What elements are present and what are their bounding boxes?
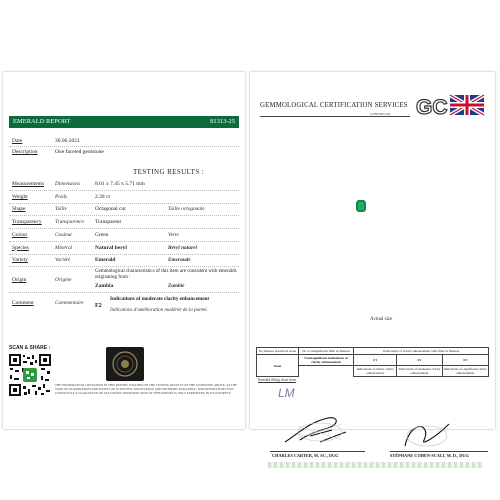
svg-text:GC: GC bbox=[416, 96, 448, 118]
signature-carter bbox=[280, 412, 350, 450]
field-fr-label: Dimensions bbox=[55, 181, 81, 187]
field-label: Weight bbox=[12, 193, 28, 200]
origin-fr-value: Zambie bbox=[168, 283, 185, 289]
divider bbox=[9, 241, 239, 242]
chart-f1-desc: Indications of minor clarity enhancement bbox=[354, 366, 397, 377]
description-value: One faceted gemstone bbox=[55, 149, 104, 155]
field-label: Measurements bbox=[12, 181, 45, 187]
field-label: Transparency bbox=[12, 219, 42, 226]
filling-chart-caption: Emerald filling chart from bbox=[258, 378, 296, 382]
chart-header-enhancement: Indications of clarity enhancement with filler in fissures bbox=[354, 348, 489, 355]
lmhc-logo bbox=[277, 384, 299, 400]
origin-text: Gemmological characteristics of this item are consistent with emeralds originating from : bbox=[95, 269, 237, 280]
field-value: Green bbox=[95, 231, 109, 238]
chart-f3-desc: Indications of significant clarity enhancement bbox=[443, 367, 488, 375]
report-number: 81313-25 bbox=[210, 118, 235, 125]
origin-fr-label: Origine bbox=[55, 277, 72, 283]
date-label: Date bbox=[12, 138, 23, 144]
chart-header-no-fissures: No fissures present in stone bbox=[257, 348, 299, 355]
emerald-report-page bbox=[3, 72, 245, 429]
scan-label: SCAN & SHARE : bbox=[9, 345, 51, 351]
field-fr-value: Emeraude bbox=[168, 257, 191, 264]
union-flag-icon bbox=[450, 95, 484, 115]
field-label: Species bbox=[12, 244, 29, 251]
disclaimer-text: THE INFORMATION CONTAINED IN THIS REPORT IS BASED ON THE TESTING RESULTS OF THE GEMSTONE ABOVE, AT THE TIME OF EXAMINATION AND BASED ON SCIENTIFIC KNOWLEDGE AND METHODS AVAILABLE. THIS REPORT DOES NOT CONSTITUTE A GUARANTEE OR VALUATION. REPRODUCTION OF THIS REPORT IS ONLY PERMITTED IN ITS ENTIRETY. bbox=[55, 383, 238, 395]
qr-code[interactable] bbox=[8, 353, 52, 397]
signatory-1: CHARLES CARTER, M. SC., DUG bbox=[272, 453, 339, 458]
divider bbox=[9, 228, 239, 229]
comment-code: F2 bbox=[95, 303, 102, 309]
header-rule bbox=[260, 116, 410, 117]
chart-f2-desc: Indications of moderate clarity enhancement bbox=[398, 367, 441, 375]
field-fr-label: Variété bbox=[55, 257, 71, 264]
footer-fine-print bbox=[268, 462, 483, 468]
date-value: 30.06.2021 bbox=[55, 138, 80, 144]
field-fr-label: Minéral bbox=[55, 244, 73, 251]
signatory-2: STÉPHANE COHEN-SCALI, M. D., DUG bbox=[390, 453, 469, 458]
signature-line bbox=[270, 451, 365, 452]
report-banner bbox=[9, 116, 239, 128]
origin-label: Origin bbox=[12, 277, 27, 283]
clarity-enhancement-chart bbox=[256, 347, 489, 377]
field-label: Colour bbox=[12, 231, 28, 238]
field-fr-label: Taille bbox=[55, 206, 67, 213]
divider bbox=[9, 292, 239, 293]
divider bbox=[9, 203, 239, 204]
chart-f1: F1 bbox=[354, 355, 397, 366]
divider bbox=[9, 215, 239, 216]
description-label: Description bbox=[12, 149, 38, 155]
field-fr-value: Taille octogonale bbox=[168, 206, 205, 213]
field-fr-label: Couleur bbox=[55, 231, 73, 238]
comment-fr-label: Commentaire bbox=[55, 300, 84, 306]
emerald-image bbox=[356, 200, 366, 212]
chart-f3: F3 bbox=[442, 355, 488, 366]
field-fr-label: Transparence bbox=[55, 219, 84, 226]
testing-results-heading: TESTING RESULTS : bbox=[133, 168, 205, 176]
comment-label: Comment bbox=[12, 300, 34, 306]
chart-f2: F2 bbox=[397, 355, 442, 366]
comment-en: Indications of moderate clarity enhancement bbox=[110, 296, 210, 302]
header-title: GEMMOLOGICAL CERTIFICATION SERVICES bbox=[260, 102, 408, 109]
field-value: Transparent bbox=[95, 219, 122, 226]
field-label: Variety bbox=[12, 257, 28, 264]
signature-cohen-scali bbox=[395, 418, 455, 452]
header-location: LONDON UK bbox=[370, 112, 391, 116]
field-value: 8.01 x 7.45 x 5.71 mm bbox=[95, 181, 145, 187]
chart-none: None bbox=[257, 355, 299, 377]
comment-fr-text: Indications d'amélioration modérée de la pureté. bbox=[110, 308, 208, 313]
report-title: EMERALD REPORT bbox=[13, 118, 71, 125]
field-value: Natural beryl bbox=[95, 244, 127, 251]
seal-icon bbox=[106, 347, 144, 381]
actual-size-label: Actual size bbox=[370, 317, 393, 322]
field-fr-value: Béryl naturel bbox=[168, 244, 197, 251]
field-value: Emerald bbox=[95, 257, 116, 264]
field-label: Shape bbox=[12, 206, 26, 213]
field-fr-value: Verte bbox=[168, 231, 179, 238]
svg-text:LM: LM bbox=[278, 386, 295, 400]
divider bbox=[9, 190, 239, 191]
divider bbox=[9, 254, 239, 255]
chart-no-indications: No/insignificant indications of clarity enhancement bbox=[298, 355, 354, 366]
origin-value: Zambia bbox=[95, 283, 114, 289]
chart-header-insignificant: No or insignificant filler in fissures bbox=[298, 348, 354, 355]
signature-line bbox=[390, 451, 488, 452]
field-value: 2.28 ct bbox=[95, 193, 110, 200]
field-fr-label: Poids bbox=[55, 193, 68, 200]
divider bbox=[9, 266, 239, 267]
gcs-certificate-page bbox=[250, 72, 495, 458]
field-value: Octagonal cut bbox=[95, 206, 126, 213]
gcs-logo bbox=[414, 92, 486, 118]
divider bbox=[9, 146, 239, 147]
hologram-seal bbox=[106, 347, 144, 381]
